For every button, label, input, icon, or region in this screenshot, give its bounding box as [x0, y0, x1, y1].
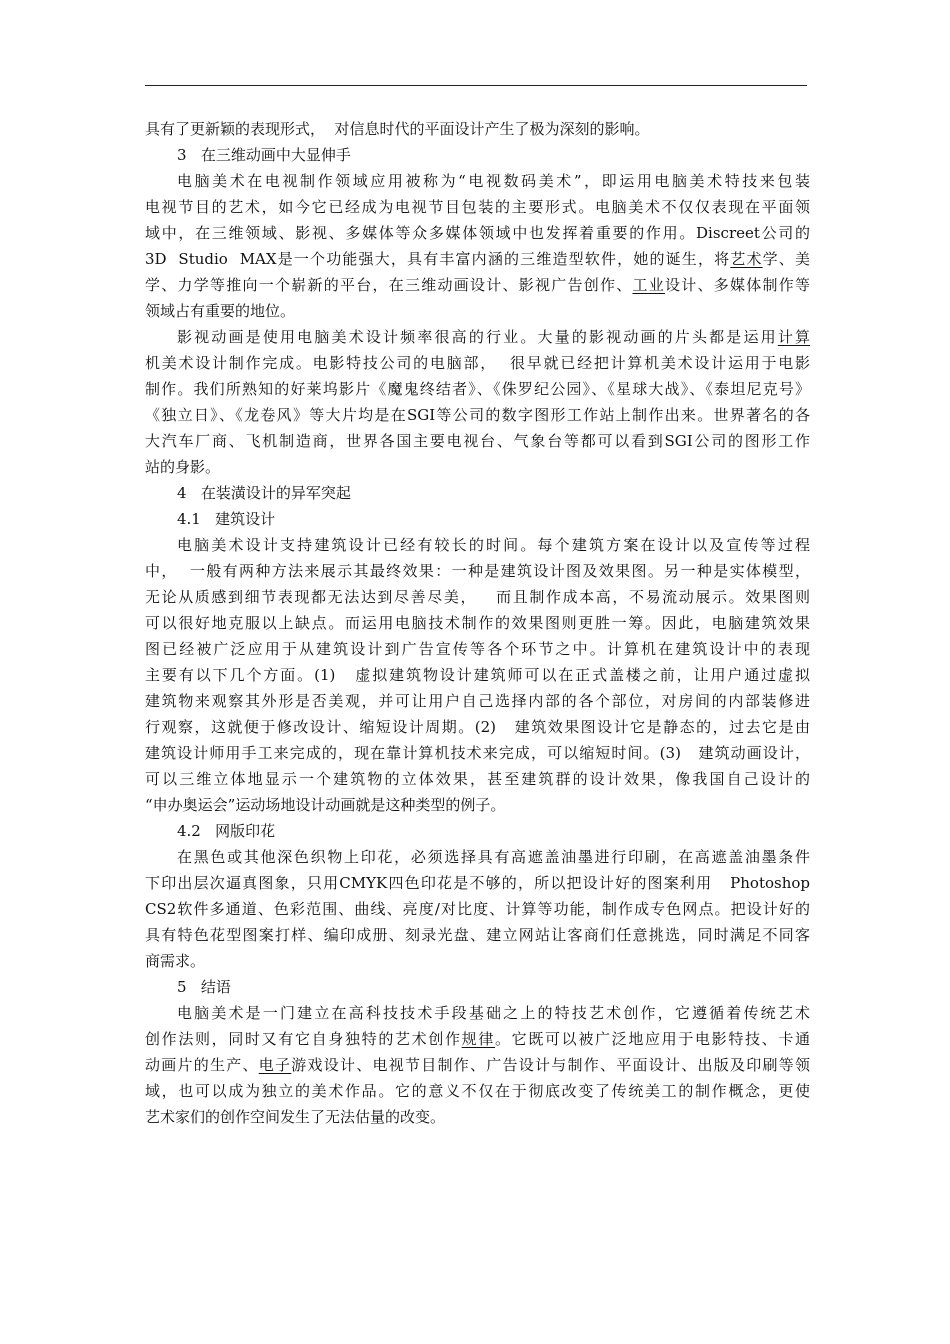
link-computing[interactable]: 计算: [777, 328, 810, 346]
link-rules[interactable]: 规律: [461, 1030, 495, 1048]
header-rule: [145, 85, 807, 86]
document-body: [145, 116, 810, 1130]
text-run: 学、力学等推向一个崭新的平台，在三维动画设计、影视广告创作、: [145, 276, 633, 294]
body-line: 域，也可以成为独立的美术作品。它的意义不仅在于彻底改变了传统美工的制作概念，更使: [145, 1082, 810, 1100]
section-heading-3: 3 在三维动画中大显伸手: [177, 146, 351, 164]
body-line: 《独立日》、《龙卷风》等大片均是在SGI等公司的数字图形工作站上制作出来。世界著名的各: [145, 406, 810, 424]
subsection-heading-4-2: 4.2 网版印花: [177, 822, 276, 840]
body-line: 商需求。: [145, 952, 206, 970]
body-line: 大汽车厂商、飞机制造商，世界各国主要电视台、气象台等都可以看到SGI公司的图形工作: [145, 432, 810, 450]
text-run: 学、美: [762, 250, 810, 268]
body-line: 具有了更新颖的表现形式， 对信息时代的平面设计产生了极为深刻的影响。: [145, 120, 650, 138]
link-art[interactable]: 艺术: [730, 250, 763, 268]
body-line: 电脑美术设计支持建筑设计已经有较长的时间。每个建筑方案在设计以及宣传等过程: [177, 536, 810, 554]
body-line: [145, 1026, 810, 1052]
section-heading-4: 4 在装潢设计的异军突起: [177, 484, 351, 502]
text-run: 设计、多媒体制作等: [664, 276, 810, 294]
body-line: 具有特色花型图案打样、编印成册、刻录光盘、建立网站让客商们任意挑选，同时满足不同客: [145, 926, 810, 944]
body-line: 中， 一般有两种方法来展示其最终效果：一种是建筑设计图及效果图。另一种是实体模型，: [145, 562, 810, 580]
body-line: [145, 1052, 810, 1078]
text-run: 动画片的生产、: [145, 1056, 259, 1074]
link-industry[interactable]: 工业: [632, 276, 665, 294]
paragraph-architecture: [145, 532, 810, 818]
body-line: 图已经被广泛应用于从建筑设计到广告宣传等各个环节之中。计算机在建筑设计中的表现: [145, 640, 810, 658]
body-line: 站的身影。: [145, 458, 221, 476]
paragraph-conclusion: [145, 1000, 810, 1130]
body-line: 域中，在三维领域、影视、多媒体等众多媒体领域中也发挥着重要的作用。Discreet公司的: [145, 224, 810, 242]
body-line: “申办奥运会”运动场地设计动画就是这种类型的例子。: [145, 796, 506, 814]
text-run: 。它既可以被广泛地应用于电影特技、卡通: [495, 1030, 810, 1048]
body-line: CS2软件多通道、色彩范围、曲线、亮度/对比度、计算等功能，制作成专色网点。把设计好的: [145, 900, 810, 918]
text-run: 影视动画是使用电脑美术设计频率很高的行业。大量的影视动画的片头都是运用: [177, 328, 778, 346]
body-line: 领域占有重要的地位。: [145, 302, 296, 320]
body-line: 可以很好地克服以上缺点。而运用电脑技术制作的效果图则更胜一筹。因此，电脑建筑效果: [145, 614, 810, 632]
section-heading-5: 5 结语: [177, 978, 231, 996]
body-line: 制作。我们所熟知的好莱坞影片《魔鬼终结者》、《侏罗纪公园》、《星球大战》、《泰坦尼克号》: [145, 380, 810, 398]
body-line: [145, 272, 810, 298]
paragraph-3d-animation: [145, 168, 810, 324]
subsection-heading-4-1: 4.1 建筑设计: [177, 510, 276, 528]
text-run: 创作法则，同时又有它自身独特的艺术创作: [145, 1030, 462, 1048]
body-line: 可以三维立体地显示一个建筑物的立体效果，甚至建筑群的设计效果，像我国自己设计的: [145, 770, 810, 788]
body-line: 行观察，这就便于修改设计、缩短设计周期。(2) 建筑效果图设计它是静态的，过去它是由: [145, 718, 810, 736]
link-electronic[interactable]: 电子: [258, 1056, 292, 1074]
body-line: 主要有以下几个方面。(1) 虚拟建筑物设计建筑师可以在正式盖楼之前，让用户通过虚拟: [145, 666, 810, 684]
body-line: 无论从质感到细节表现都无法达到尽善尽美， 而且制作成本高，不易流动展示。效果图则: [145, 588, 810, 606]
paragraph-film-animation: [145, 324, 810, 480]
body-line: 电脑美术在电视制作领域应用被称为“电视数码美术”，即运用电脑美术特技来包装: [177, 172, 810, 190]
body-line: 艺术家们的创作空间发生了无法估量的改变。: [145, 1108, 446, 1126]
body-line: 下印出层次逼真图象，只用CMYK四色印花是不够的，所以把设计好的图案利用 Photoshop: [145, 874, 810, 892]
text-run: 3D Studio MAX是一个功能强大，具有丰富内涵的三维造型软件，她的诞生，将: [145, 250, 731, 268]
text-run: 游戏设计、电视节目制作、广告设计与制作、平面设计、出版及印刷等领: [291, 1056, 810, 1074]
body-line: 在黑色或其他深色织物上印花，必须选择具有高遮盖油墨进行印刷，在高遮盖油墨条件: [177, 848, 810, 866]
body-line: [145, 324, 810, 350]
body-line: 电脑美术是一门建立在高科技技术手段基础之上的特技艺术创作，它遵循着传统艺术: [177, 1004, 810, 1022]
body-line: [145, 246, 810, 272]
paragraph-screen-printing: [145, 844, 810, 974]
body-line: 电视节目的艺术，如今它已经成为电视节目包装的主要形式。电脑美术不仅仅表现在平面领: [145, 198, 810, 216]
body-line: 建筑物来观察其外形是否美观，并可让用户自己选择内部的各个部位，对房间的内部装修进: [145, 692, 810, 710]
body-line: 建筑设计师用手工来完成的，现在靠计算机技术来完成，可以缩短时间。(3) 建筑动画设计，: [145, 744, 810, 762]
body-line: 机美术设计制作完成。电影特技公司的电脑部， 很早就已经把计算机美术设计运用于电影: [145, 354, 810, 372]
